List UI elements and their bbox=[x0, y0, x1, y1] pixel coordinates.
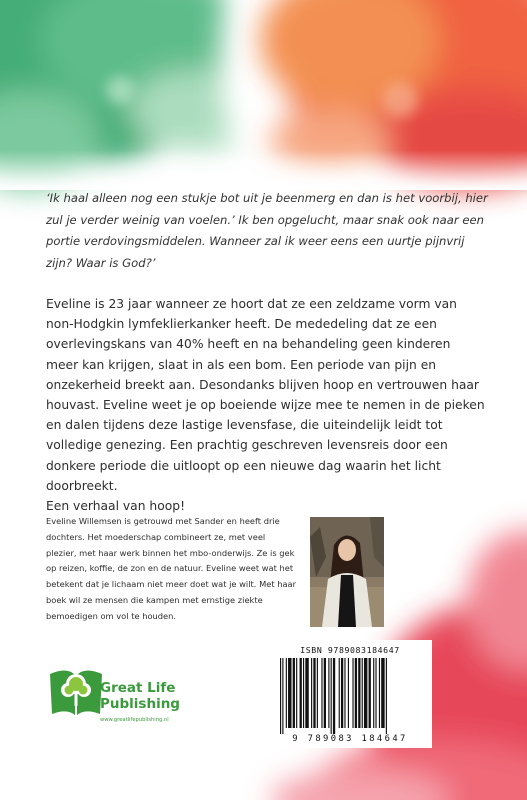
blurb-paragraph: Eveline is 23 jaar wanneer ze hoort dat ze een zeldzame vorm van non-Hodgkin lymfeklierkanker heeft. De mededeling dat ze een overlevingskans van 40% heeft en na behandeling geen kinderen meer kan krijgen, slaat in als een bom. Een periode van pijn en onzekerheid breekt aan. Desondanks blijven hoop en vertrouwen haar houvast. Eveline weet je op boeiende wijze mee te nemen in de pieken en dalen tijdens deze lastige levensfase, die uiteindelijk leidt tot volledige genezing. Een prachtig geschreven levensreis door een donkere periode die uitloopt op een nieuwe dag waarin het licht doorbreekt. bbox=[46, 297, 485, 493]
opening-quote: ‘Ik haal alleen nog een stukje bot uit je beenmerg en dan is het voorbij, hier zul je verder weinig van voelen.’ Ik ben opgelucht, maar snak ook naar een portie verdovingsmiddelen. Wanneer zal ik weer eens een uurtje pijnvrij zijn? Waar is God?’ bbox=[46, 191, 488, 270]
barcode-bar bbox=[348, 658, 349, 728]
barcode-bar bbox=[317, 658, 318, 728]
barcode-digits: 9 789083 184647 bbox=[292, 734, 408, 744]
barcode-bar bbox=[344, 658, 345, 728]
author-photo bbox=[310, 517, 384, 627]
barcode-bar bbox=[280, 658, 281, 734]
barcode-bar bbox=[288, 658, 291, 728]
barcode-bar bbox=[386, 658, 387, 734]
barcode-bar bbox=[379, 658, 380, 728]
author-bio: Eveline Willemsen is getrouwd met Sander en heeft drie dochters. Het moederschap combineert ze, met veel plezier, met haar werk binnen het mbo-onderwijs. Ze is gek op reizen, koffie, de zon en de natuur. Eveline weet wat het betekent dat je lichaam niet meer doet wat je wilt. Met haar boek wil ze mensen die kampen met ernstige ziekte bemoedigen om vol te houden. bbox=[46, 516, 297, 621]
barcode-bar bbox=[296, 658, 297, 728]
barcode-bar bbox=[286, 658, 287, 728]
barcode-bar bbox=[362, 658, 363, 728]
barcode-bar bbox=[341, 658, 343, 728]
barcode-bar bbox=[321, 658, 322, 728]
barcode-bar bbox=[352, 658, 353, 728]
barcode-bar bbox=[355, 658, 357, 728]
publisher-name-line1: Great Life bbox=[100, 680, 176, 696]
tree-book-icon bbox=[46, 664, 106, 720]
barcode bbox=[270, 640, 432, 748]
barcode-bar bbox=[339, 658, 340, 728]
barcode-bar bbox=[313, 658, 315, 728]
barcode-bar bbox=[311, 658, 312, 728]
barcode-bar bbox=[305, 658, 308, 728]
barcode-bar bbox=[293, 658, 295, 728]
barcode-bar bbox=[282, 658, 283, 734]
barcode-bar bbox=[324, 658, 326, 728]
isbn-label: ISBN 9789083184647 bbox=[300, 645, 400, 655]
barcode-bar bbox=[358, 658, 360, 728]
barcode-bar bbox=[373, 658, 374, 728]
publisher-url: www.greatlifepublishing.nl bbox=[100, 717, 169, 723]
publisher-name-line2: Publishing bbox=[100, 696, 180, 712]
barcode-bar bbox=[328, 658, 329, 728]
barcode-bar bbox=[364, 658, 367, 728]
blurb-closing: Een verhaal van hoop! bbox=[46, 499, 186, 514]
back-cover-blurb bbox=[46, 294, 486, 516]
barcode-bar bbox=[333, 658, 335, 734]
barcode-bar bbox=[303, 658, 304, 728]
publisher-name bbox=[100, 680, 190, 712]
barcode-bar bbox=[375, 658, 376, 728]
barcode-bars bbox=[270, 640, 432, 748]
barcode-bar bbox=[331, 658, 332, 734]
barcode-bar bbox=[369, 658, 371, 728]
barcode-bar bbox=[300, 658, 302, 728]
barcode-bar bbox=[381, 658, 384, 728]
